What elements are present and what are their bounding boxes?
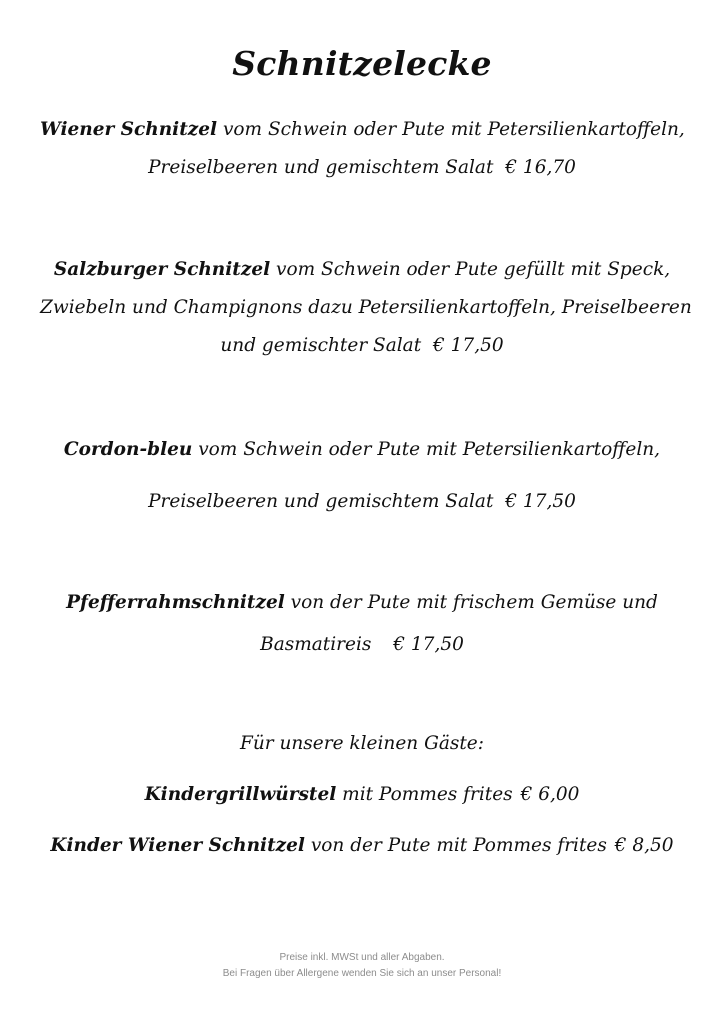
menu-item-line (40, 837, 684, 856)
menu-item-pfefferrahmschnitzel (40, 594, 684, 655)
menu-item-line (40, 297, 692, 337)
menu-item-price: € 6,00 (520, 784, 580, 805)
menu-item-line (40, 121, 684, 159)
menu-item-kindergrillwuerstel (40, 786, 684, 805)
menu-item-name: Kindergrillwürstel (144, 784, 337, 805)
menu-item-line (40, 337, 684, 356)
kids-section-heading: Für unsere kleinen Gäste: (240, 733, 484, 754)
menu-item-price: € 17,50 (393, 634, 464, 655)
footer-price-note: Preise inkl. MWSt und aller Abgaben. (279, 952, 445, 963)
menu-item-price: € 17,50 (505, 491, 576, 512)
menu-item-name: Kinder Wiener Schnitzel (50, 835, 305, 856)
menu-item-cordon-bleu (40, 441, 684, 512)
menu-item-line (40, 594, 684, 636)
menu-item-price: € 8,50 (614, 835, 674, 856)
menu-item-description: vom Schwein oder Pute mit Petersilienkartoffeln, (222, 119, 685, 140)
footer-allergen-note: Bei Fragen über Allergene wenden Sie sich an unser Personal! (222, 968, 502, 979)
footer-note (0, 950, 724, 982)
menu-item-description: Zwiebeln und Champignons dazu Petersilienkartoffeln, Preiselbeeren (40, 297, 692, 318)
menu-item-name: Cordon-bleu (63, 439, 193, 460)
menu-item-name: Salzburger Schnitzel (53, 259, 271, 280)
menu-item-price: € 17,50 (433, 335, 504, 356)
menu-item-line (40, 636, 684, 655)
menu-item-description: mit Pommes frites (342, 784, 513, 805)
page-title: Schnitzelecke (232, 44, 492, 83)
menu-item-line (40, 261, 684, 299)
menu-item-description: vom Schwein oder Pute gefüllt mit Speck, (276, 259, 671, 280)
menu-item-description: und gemischter Salat (220, 335, 422, 356)
menu-item-line (40, 159, 684, 178)
menu-item-name: Wiener Schnitzel (40, 119, 218, 140)
menu-item-salzburger-schnitzel (40, 259, 692, 356)
menu-item-line (40, 493, 684, 512)
menu-item-price: € 16,70 (505, 157, 576, 178)
menu-item-description: Preiselbeeren und gemischtem Salat (148, 157, 494, 178)
menu-item-line (40, 786, 684, 805)
menu-item-line (40, 441, 684, 493)
menu-item-description: von der Pute mit frischem Gemüse und (290, 592, 658, 613)
menu-item-description: Preiselbeeren und gemischtem Salat (148, 491, 494, 512)
menu-item-description: von der Pute mit Pommes frites (310, 835, 607, 856)
menu-item-kinder-wiener-schnitzel (40, 837, 684, 856)
menu-item-description: vom Schwein oder Pute mit Petersilienkartoffeln, (198, 439, 661, 460)
menu-item-description: Basmatireis (260, 634, 372, 655)
menu-item-name: Pfefferrahmschnitzel (66, 592, 285, 613)
menu-item-wiener-schnitzel (40, 121, 684, 178)
